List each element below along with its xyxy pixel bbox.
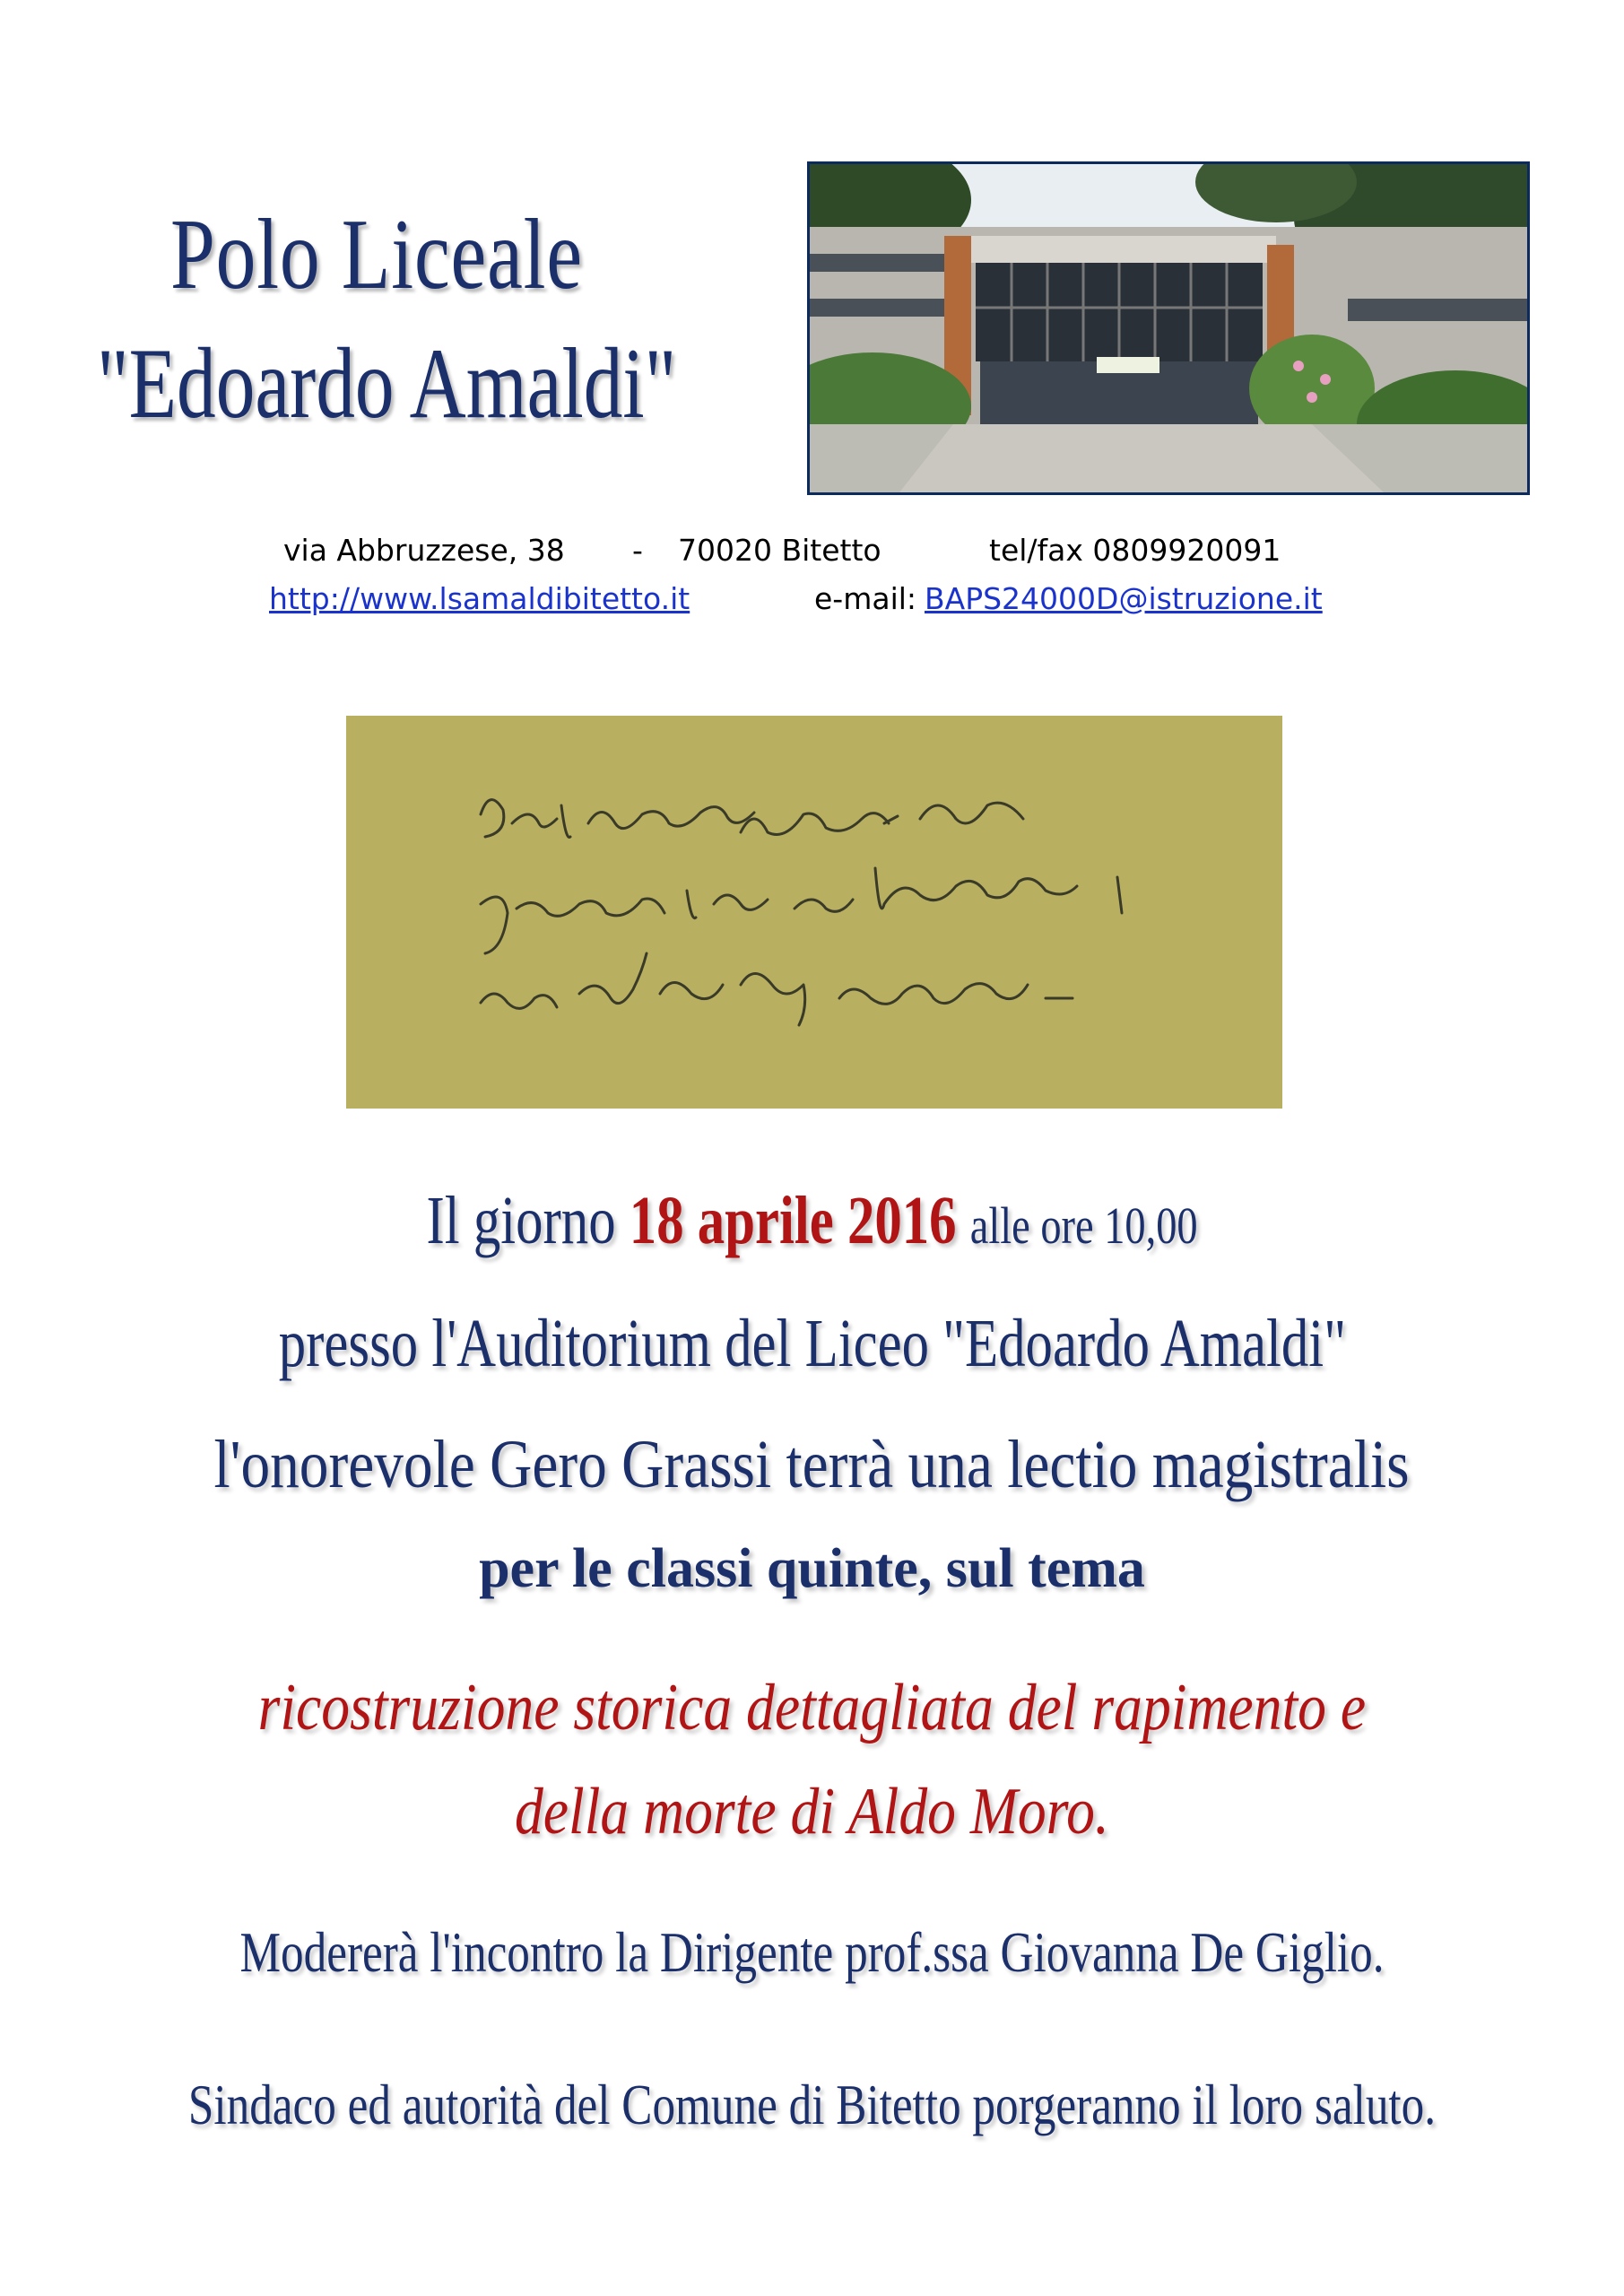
greeting-text: Sindaco ed autorità del Comune di Bitetto porgeranno il loro saluto.: [187, 2073, 1437, 2136]
topic-line2: [0, 1774, 1624, 1850]
email-label: e-mail:: [814, 581, 917, 616]
website-link[interactable]: http://www.lsamaldibitetto.it: [269, 581, 690, 616]
event-location-line: [0, 1305, 1624, 1383]
handwritten-quote-image: [346, 716, 1282, 1109]
moderator-text: Modererà l'incontro la Dirigente prof.ssa Giovanna De Giglio.: [239, 1920, 1385, 1984]
event-time: alle ore 10,00: [969, 1196, 1198, 1255]
school-title-line1: Polo Liceale: [170, 199, 583, 310]
school-title-line2: "Edoardo Amaldi": [97, 328, 677, 439]
event-date-prefix: Il giorno: [426, 1183, 616, 1258]
email-link[interactable]: BAPS24000D@istruzione.it: [925, 581, 1323, 616]
event-date: 18 aprile 2016: [629, 1183, 957, 1258]
address-phone: tel/fax 0809920091: [989, 533, 1281, 568]
speaker-line: [0, 1426, 1624, 1504]
moderator-line: [0, 1919, 1624, 1986]
address-street: via Abbruzzese, 38: [283, 533, 565, 568]
event-date-line: [0, 1182, 1624, 1260]
audience-line: [0, 1537, 1624, 1601]
topic-text1: ricostruzione storica dettagliata del rapimento e: [257, 1671, 1367, 1744]
speaker-text: l'onorevole Gero Grassi terrà una lectio magistralis: [213, 1427, 1411, 1502]
topic-text2: della morte di Aldo Moro.: [515, 1775, 1109, 1848]
greeting-line: [0, 2072, 1624, 2138]
audience-text: per le classi quinte, sul tema: [479, 1538, 1145, 1599]
school-building-photo: [807, 161, 1530, 495]
address-separator: -: [632, 533, 643, 568]
event-location: presso l'Auditorium del Liceo "Edoardo Amaldi": [278, 1306, 1346, 1381]
address-city: 70020 Bitetto: [678, 533, 881, 568]
topic-line1: [0, 1670, 1624, 1746]
